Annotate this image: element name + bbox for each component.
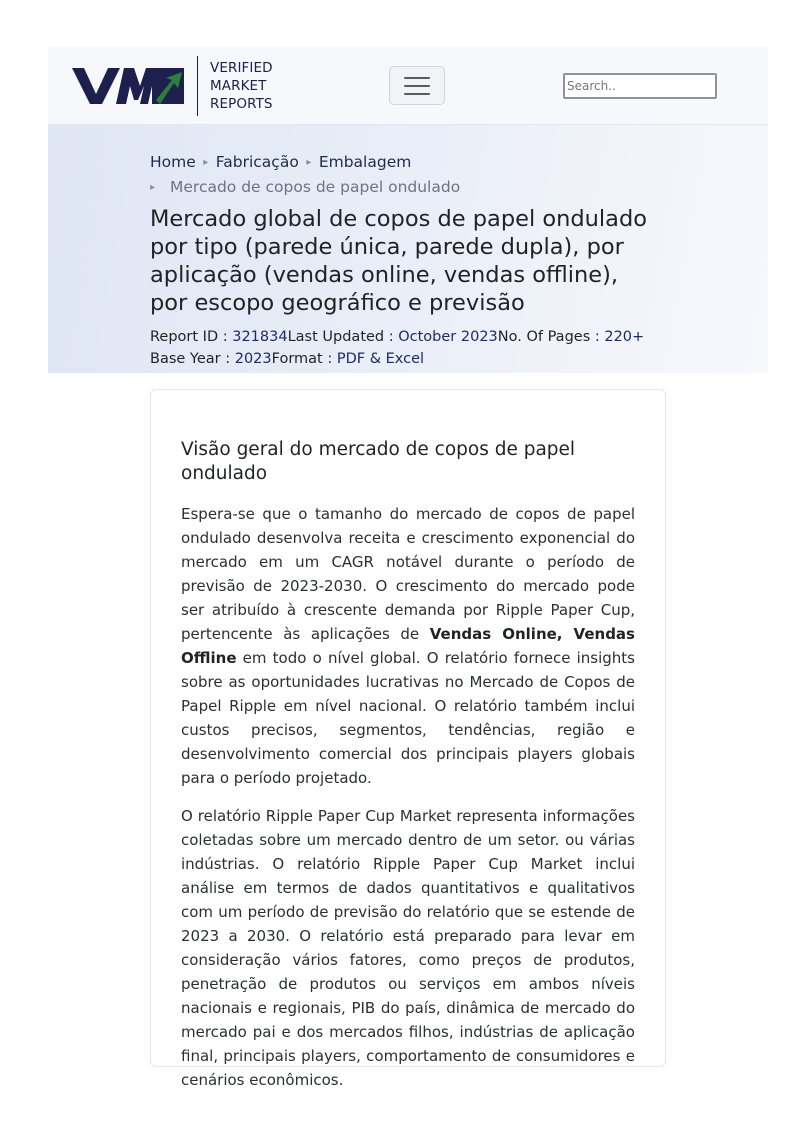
logo-line-3: REPORTS (210, 96, 273, 112)
page-title: Mercado global de copos de papel ondulado por tipo (parede única, parede dupla), por aplicação (vendas online, vendas offline), por escopo geográfico e previsão (150, 206, 648, 316)
overview-p1-text-a: Espera-se que o tamanho do mercado de copos de papel ondulado desenvolva receita e crescimento exponencial do mercado em um CAGR notável durante o período de previsão de 2023-2030. O crescimento do mercado pode ser atribuído à crescente demanda por Ripple Paper Cup, pertencente às aplicações de (181, 505, 635, 643)
vmr-logo-mark-icon (72, 66, 184, 106)
breadcrumb-home[interactable]: Home (150, 153, 196, 171)
overview-paragraph-2: O relatório Ripple Paper Cup Market representa informações coletadas sobre um mercado dentro de um setor. ou várias indústrias. O relatório Ripple Paper Cup Market inclui análise em termos de dados quantitativos e qualitativos com um período de previsão do relatório que se estende de 2023 a 2030. O relatório está preparado para levar em consideração vários fatores, como preços de produtos, penetração de produtos ou serviços em ambos níveis nacionais e regionais, PIB do país, dinâmica de mercado do mercado pai e dos mercados filhos, indústrias de aplicação final, principais players, comportamento de consumidores e cenários econômicos. (181, 807, 635, 1089)
chevron-right-icon: ▸ (150, 181, 156, 193)
base-year-label: Base Year : (150, 351, 235, 367)
base-year-value: 2023 (234, 351, 272, 367)
chevron-right-icon: ▸ (306, 156, 312, 168)
menu-toggle-button[interactable] (389, 66, 445, 105)
report-hero (48, 125, 768, 373)
vmr-logo[interactable] (72, 57, 184, 115)
report-meta (150, 326, 644, 370)
breadcrumb-packaging[interactable]: Embalagem (318, 153, 412, 171)
report-id-value: 321834 (232, 329, 288, 345)
report-id-label: Report ID : (150, 329, 233, 345)
last-updated-label: Last Updated : (287, 329, 399, 345)
format-value: PDF & Excel (336, 351, 425, 367)
hamburger-icon (404, 77, 430, 79)
search-input[interactable] (563, 73, 717, 99)
chevron-right-icon: ▸ (203, 156, 209, 168)
logo-line-1: VERIFIED (210, 60, 273, 76)
navbar (48, 47, 768, 125)
overview-body (181, 502, 635, 1106)
logo-wordmark (210, 59, 273, 113)
overview-paragraph-1 (181, 502, 635, 790)
overview-card (150, 389, 666, 1089)
format-label: Format : (271, 351, 337, 367)
breadcrumb-current: Mercado de copos de papel ondulado (170, 178, 461, 196)
overview-p1-bold: Vendas Online, Vendas Offline (181, 625, 635, 667)
last-updated-value: October 2023 (398, 329, 498, 345)
breadcrumb-manufacturing[interactable]: Fabricação (215, 153, 299, 171)
overview-heading: Visão geral do mercado de copos de papel ondulado (181, 439, 576, 484)
pages-label: No. Of Pages : (497, 329, 605, 345)
logo-divider (197, 56, 198, 116)
pages-value: 220+ (604, 329, 645, 345)
breadcrumb (150, 151, 460, 198)
logo-line-2: MARKET (210, 78, 267, 94)
overview-p1-text-b: em todo o nível global. O relatório fornece insights sobre as oportunidades lucrativas no Mercado de Copos de Papel Ripple em nível nacional. O relatório também inclui custos precisos, segmentos, tendências, região e desenvolvimento comercial dos principais players globais para o período projetado. (181, 649, 635, 787)
